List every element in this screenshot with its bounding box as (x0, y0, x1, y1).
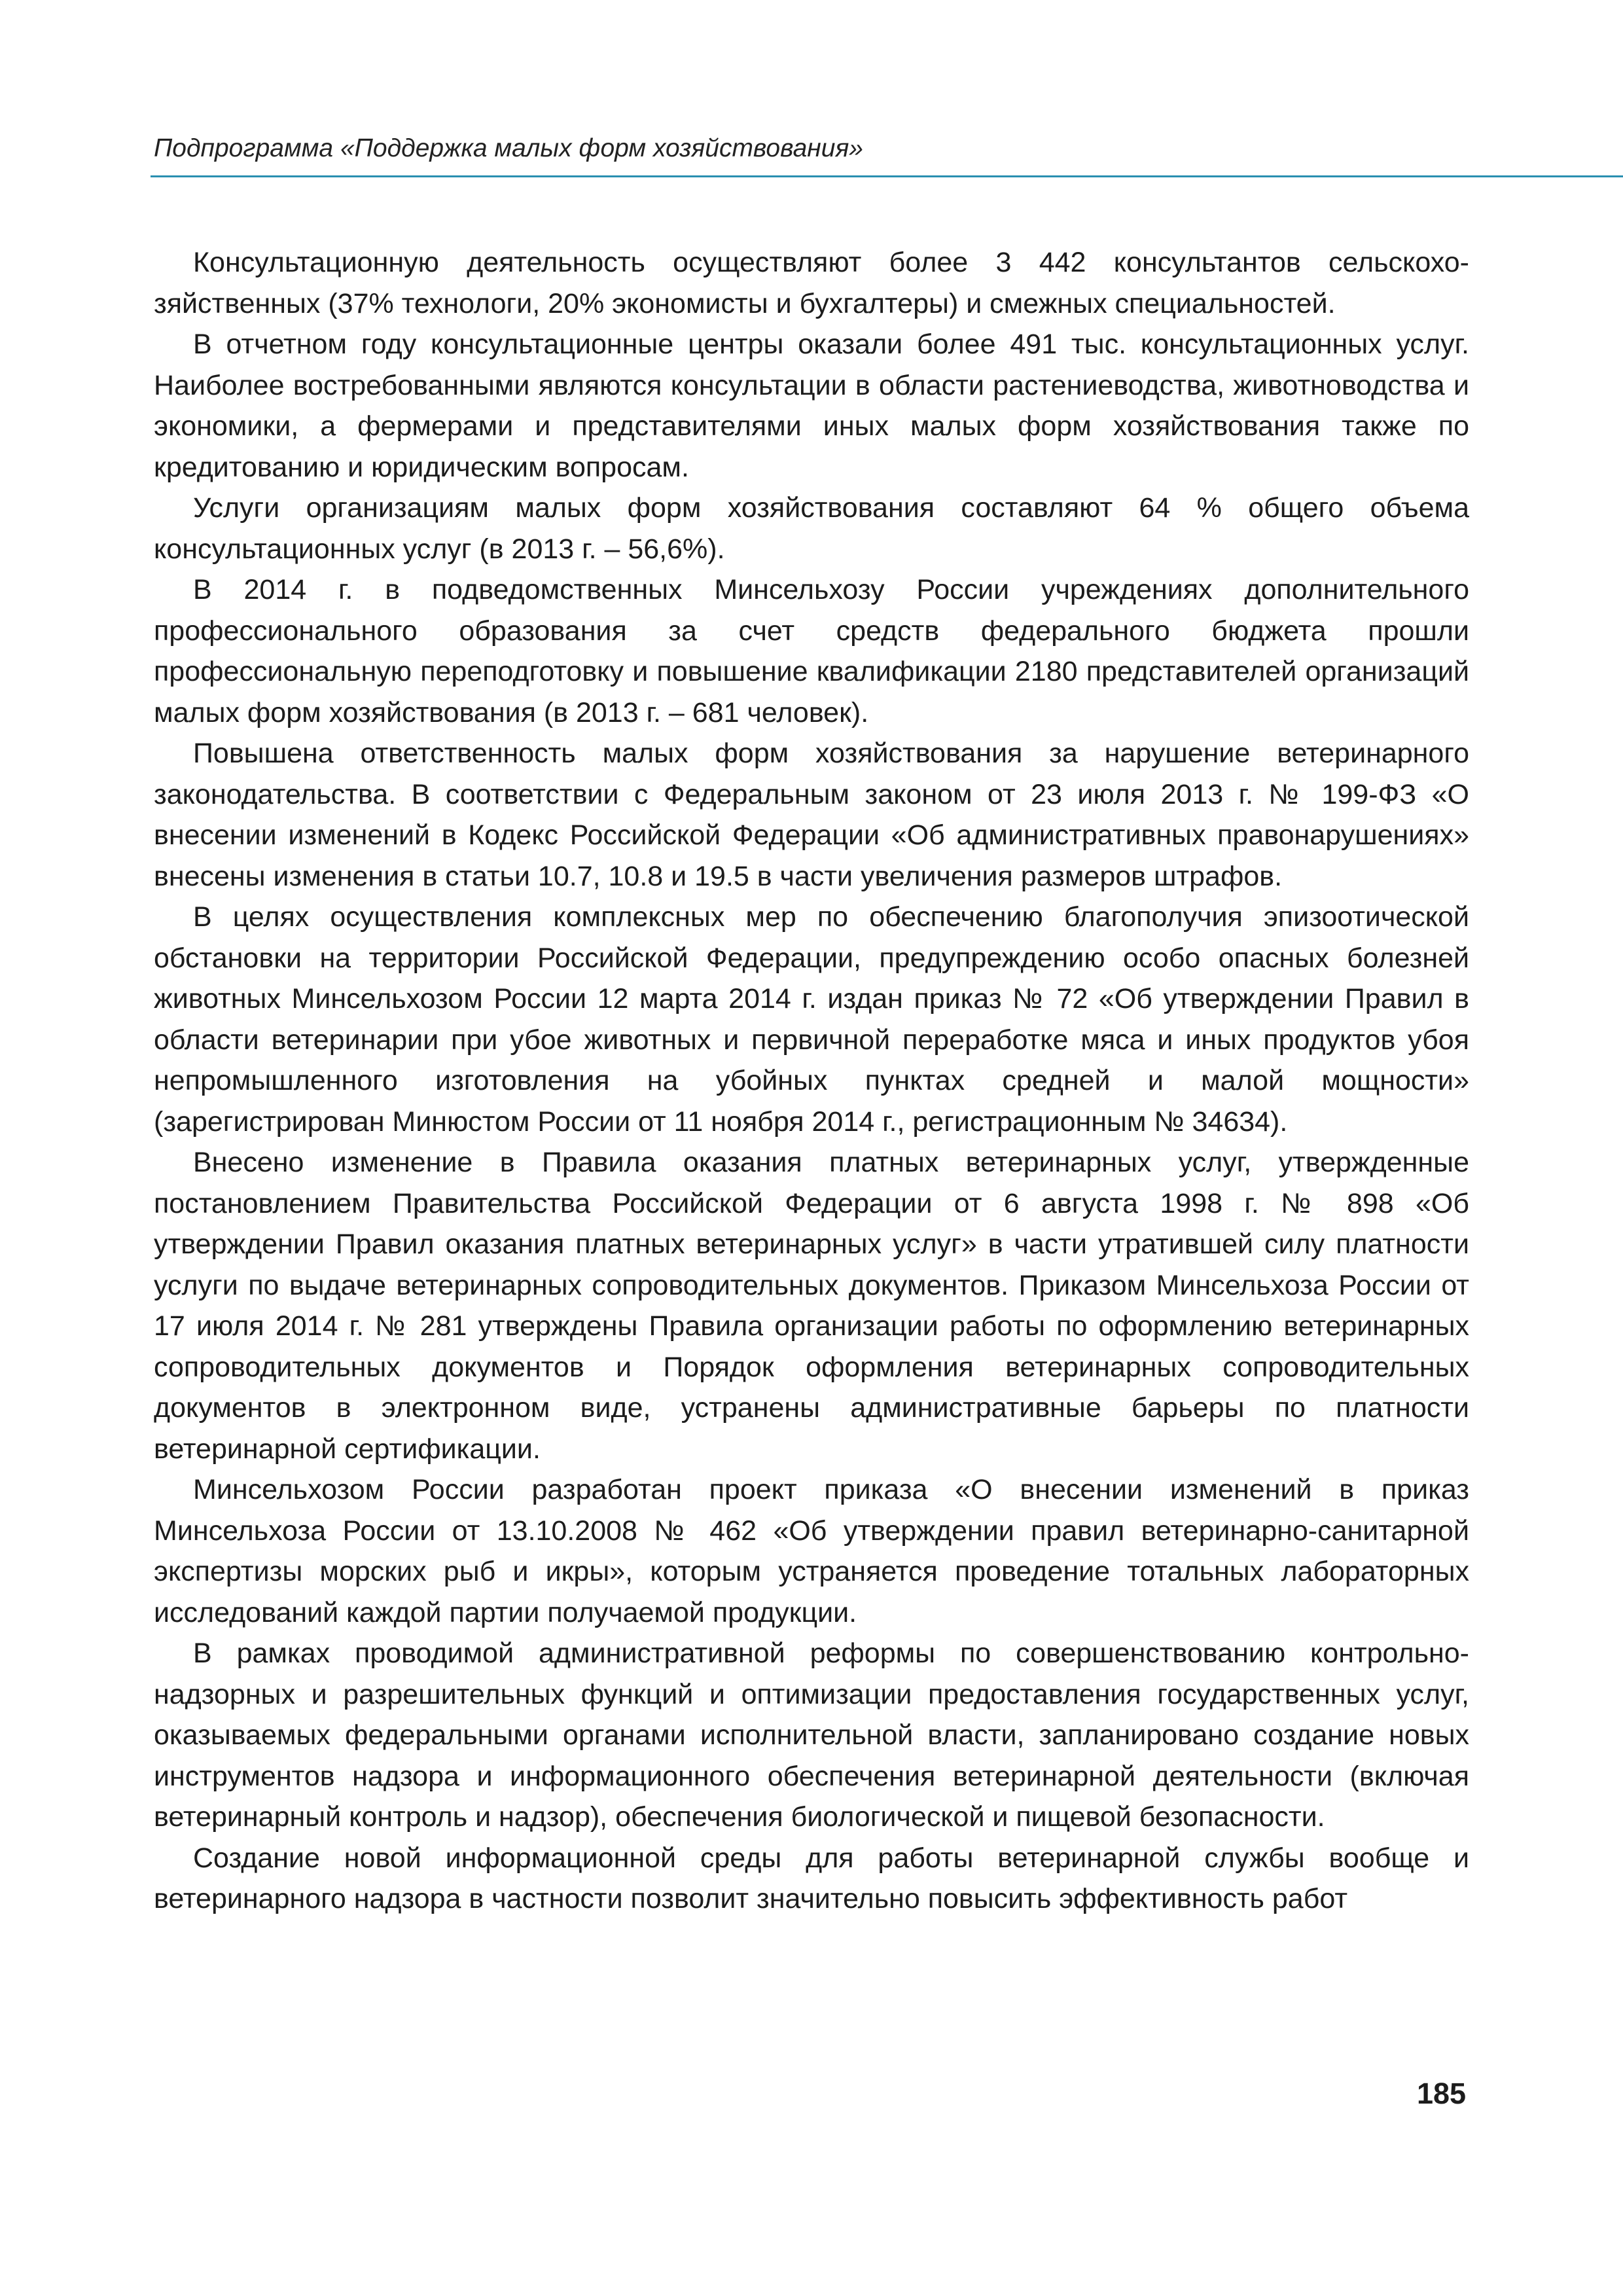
paragraph: Повышена ответственность малых форм хозяйствования за нарушение ветеринарного законодательства. В соответствии с Федеральным законом от 23 июля 2013 г. № 199-ФЗ «О внесении изменений в Кодекс Российской Федерации «Об административных правонарушениях» внесены изменения в статьи 10.7, 10.8 и 19.5 в части увеличения размеров штрафов. (154, 738, 1469, 892)
header-divider (151, 175, 1623, 177)
paragraph: В целях осуществления комплексных мер по обеспечению благополучия эпизоотической обстановки на территории Российской Федерации, предупреждению особо опасных болезней животных Минсельхозом России 12 марта 2014 г. издан приказ № 72 «Об утверждении Правил в области ветеринарии при убое животных и первичной переработке мяса и иных продуктов убоя непромышленного изготовления на убойных пунктах средней и малой мощности» (зарегистрирован Минюстом России от 11 ноября 2014 г., регистрационным № 34634). (154, 901, 1469, 1138)
paragraph: В отчетном году консультационные центры оказали более 491 тыс. консультационных услуг. Наиболее востребованными являются консультации в области растениеводства, животноводства и экономики, а фермерами и представителями иных малых форм хозяйствования также по кредитованию и юридическим вопросам. (154, 329, 1469, 483)
body-text (154, 242, 1469, 1920)
running-header: Подпрограмма «Поддержка малых форм хозяйствования» (154, 134, 863, 162)
paragraph: В 2014 г. в подведомственных Минсельхозу России учреждениях дополнительного профессионального образования за счет средств федерального бюджета прошли профессиональную переподготовку и повышение квалификации 2180 представителей организаций малых форм хозяйствования (в 2013 г. – 681 человек). (154, 574, 1469, 728)
paragraph: Внесено изменение в Правила оказания платных ветеринарных услуг, утвержденные постановлением Правительства Российской Федерации от 6 августа 1998 г. № 898 «Об утверждении Правил оказания платных ветеринарных услуг» в части утратившей силу платности услуги по выдаче ветеринарных сопроводительных документов. Приказом Минсельхоза России от 17 июля 2014 г. № 281 утверждены Правила организации работы по оформлению ветеринарных сопроводительных документов и Порядок оформления ветеринарных сопроводительных документов в электронном виде, устранены административные барьеры по платности ветеринарной сертификации. (154, 1147, 1469, 1465)
paragraph: Создание новой информационной среды для работы ветеринарной службы вообще и ветеринарного надзора в частности позволит значительно повысить эффективность работ (154, 1842, 1469, 1914)
page-number: 185 (1417, 2077, 1467, 2110)
paragraph: В рамках проводимой административной реформы по совершенствованию контрольно-надзорных и разрешительных функций и оптимизации предоставления государственных услуг, оказываемых федеральными органами исполнительной власти, запланировано создание новых инструментов надзора и информационного обеспечения ветеринарной деятельности (включая ветеринарный контроль и надзор), обеспечения биологической и пищевой безопасности. (154, 1638, 1469, 1833)
paragraph: Консультационную деятельность осуществляют более 3 442 консультантов сельскохо-зяйственных (37% технологи, 20% экономисты и бухгалтеры) и смежных специальностей. (154, 247, 1469, 319)
paragraph: Услуги организациям малых форм хозяйствования составляют 64 % общего объема консультационных услуг (в 2013 г. – 56,6%). (154, 492, 1469, 565)
paragraph: Минсельхозом России разработан проект приказа «О внесении изменений в приказ Минсельхоза России от 13.10.2008 № 462 «Об утверждении правил ветеринарно-санитарной экспертизы морских рыб и икры», которым устраняется проведение тотальных лабораторных исследований каждой партии получаемой продукции. (154, 1474, 1469, 1628)
